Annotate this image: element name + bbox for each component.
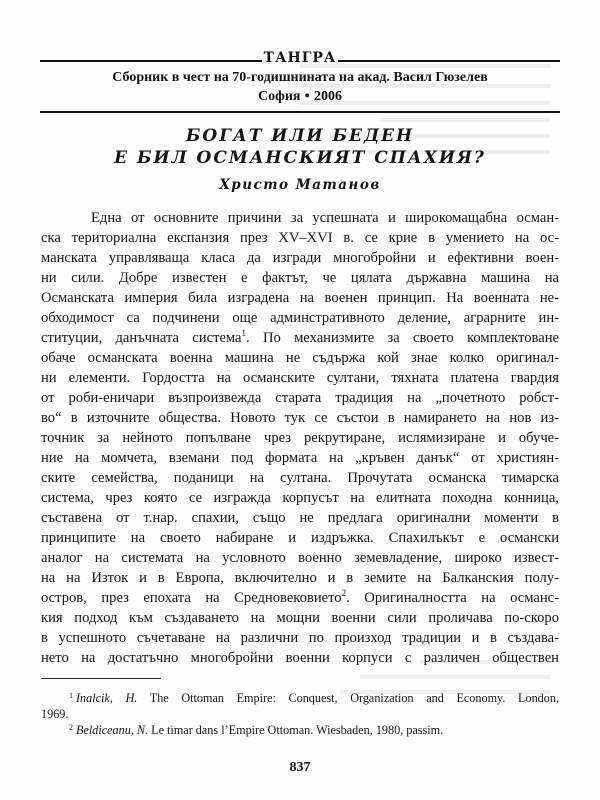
body-line: во“ в източните общества. Новото тук се състои в намирането на нов из- — [41, 410, 559, 426]
imprint-year: 2006 — [313, 89, 342, 104]
footnote-text: Le timar dans l’Empire Ottoman. Wiesbaden, 1980, passim. — [148, 723, 444, 737]
footnote-ref-2[interactable]: 2 — [341, 588, 347, 599]
body-line: манската управляваща класа да изгради многобройни и ефективни воен- — [41, 250, 559, 266]
footnote-separator — [41, 678, 161, 679]
body-line: система, чрез която се изгражда корпусът на елитната походна конница, — [41, 490, 559, 506]
body-line: ските семейства, поданици на султана. Прочутата османска тимарска — [41, 470, 559, 486]
footnote-2-line-1 — [41, 720, 559, 738]
imprint-place: София — [258, 89, 301, 104]
body-line: точник за нейното попълване чрез рекрутиране, ислямизиране и обуче- — [41, 430, 559, 446]
header-rule-right — [338, 60, 560, 62]
body-line — [41, 588, 559, 608]
footnote-number: 2 — [69, 723, 73, 732]
body-line: от роби-еничари възпроизвежда старата традиция на „почетното робст- — [41, 390, 559, 406]
imprint-line — [40, 89, 560, 105]
header-rule-bottom — [40, 111, 560, 113]
body-line: ни елементи. Гордостта на османските султани, тяхната платена гвардия — [41, 370, 559, 386]
footnote-number: 1 — [69, 691, 73, 700]
footnote-author: Inalcik, H. — [76, 691, 138, 705]
body-line-text: . По механизмите за своето комплектоване — [246, 330, 560, 346]
body-line: ни сили. Добре известен е фактът, че цялата държавна машина на — [41, 270, 559, 286]
body-line: съставена от т.нар. спахии, също не предлага оригинални моменти в — [41, 510, 559, 526]
body-line: ска териториална експанзия през XV–XVI в. се крие в умението на ос- — [41, 230, 559, 246]
body-line: принципите на своето набиране и издръжка. Спахилъкът е османски — [41, 530, 559, 546]
body-line: в успешното съчетаване на различни по произход традиции и в създава- — [41, 630, 559, 646]
body-line: аналог на системата на условното военно земевладение, широко извест- — [41, 550, 559, 566]
bullet-separator: ● — [304, 90, 310, 100]
body-line-text: остров, през епохата на Средновековието — [41, 590, 342, 606]
body-line: кия подход към създаването на мощни военни сили проличава по-скоро — [41, 610, 559, 626]
footnote-ref-1[interactable]: 1 — [241, 328, 247, 339]
body-line: обходимост са подчинени още админстративното деление, аграрните ин- — [41, 310, 559, 326]
body-line: ние на момчета, вземани под формата на „кръвен данък“ от християн- — [41, 450, 559, 466]
body-line: на на Изток и в Европа, включително и в земите на Балканския полу- — [41, 570, 559, 586]
footnote-2 — [41, 720, 559, 738]
article-author: Христо Матанов — [219, 177, 381, 193]
footnote-1-line-1 — [41, 688, 559, 706]
article-title-line-2: Е БИЛ ОСМАНСКИЯТ СПАХИЯ? — [114, 148, 486, 168]
body-line: обаче османската военна машина не съдържа кой знае колко оригинал- — [41, 350, 559, 366]
body-line: Една от основните причини за успешната и широкомащабна осман- — [91, 210, 559, 226]
body-line: Османската империя била изградена на военен принцип. На военната не- — [41, 290, 559, 306]
footnote-1 — [41, 688, 559, 722]
article-title-line-1: БОГАТ ИЛИ БЕДЕН — [185, 126, 415, 146]
collection-title: Сборник в чест на 70-годишнината на акад. Васил Гюзелев — [112, 70, 488, 85]
series-title: ТАНГРА — [263, 50, 337, 66]
page-number: 837 — [289, 760, 311, 775]
body-line: нето на достатъчно многобройни военни корпуси с различен обществен — [41, 650, 559, 666]
footnote-1-line-2: 1969. — [41, 707, 69, 721]
footnote-text: The Ottoman Empire: Conquest, Organization and Economy. London, — [137, 691, 559, 705]
footnote-author: Beldiceanu, N. — [76, 723, 149, 737]
body-line-text: ституции, данъчната система — [41, 330, 242, 346]
body-line-text: . Оригиналността на османс- — [346, 590, 559, 606]
body-line — [41, 328, 559, 348]
